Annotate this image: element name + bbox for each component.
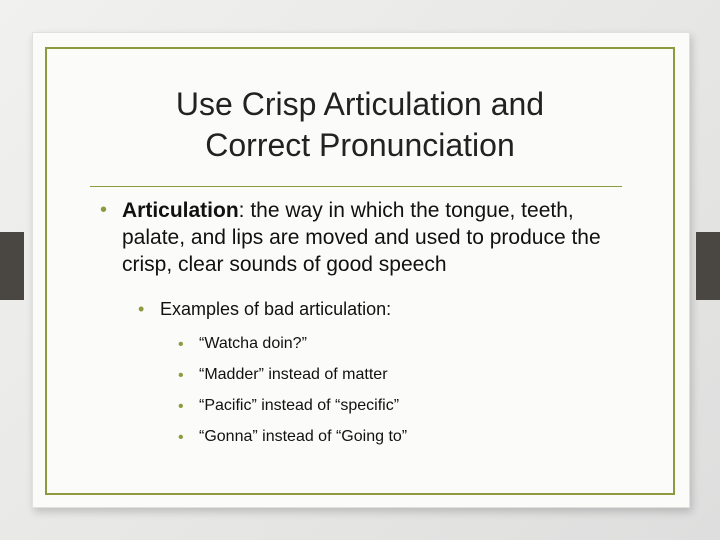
bullet-icon: •: [178, 336, 184, 353]
bullet-icon: •: [100, 199, 108, 221]
bullet-icon: •: [138, 299, 145, 319]
slide-body: [100, 197, 640, 458]
example-text: “Gonna” instead of “Going to”: [199, 428, 408, 445]
list-item: [100, 365, 640, 396]
example-text: “Pacific” instead of “specific”: [199, 397, 400, 414]
list-item: [100, 427, 640, 458]
examples-heading-text: Examples of bad articulation:: [160, 299, 392, 319]
left-side-tab: [0, 232, 24, 300]
title-divider: [90, 186, 622, 187]
examples-list: [100, 334, 640, 458]
articulation-definition: : the way in which the tongue, teeth, palate, and lips are moved and used to produce the crisp, clear sounds of good speech: [122, 199, 601, 276]
list-item: [100, 334, 640, 365]
bullet-articulation: [100, 197, 640, 278]
bullet-icon: •: [178, 367, 184, 384]
bullet-examples-heading: [100, 298, 640, 321]
title-line-1: Use Crisp Articulation and: [175, 86, 545, 122]
example-text: “Watcha doin?”: [199, 335, 307, 352]
list-item: [100, 396, 640, 427]
slide-title: [100, 84, 620, 166]
right-side-tab: [696, 232, 720, 300]
example-text: “Madder” instead of matter: [199, 366, 388, 383]
title-line-2: Correct Pronunciation: [205, 127, 515, 163]
bullet-icon: •: [178, 398, 184, 415]
term-articulation: Articulation: [122, 199, 239, 222]
bullet-icon: •: [178, 429, 184, 446]
